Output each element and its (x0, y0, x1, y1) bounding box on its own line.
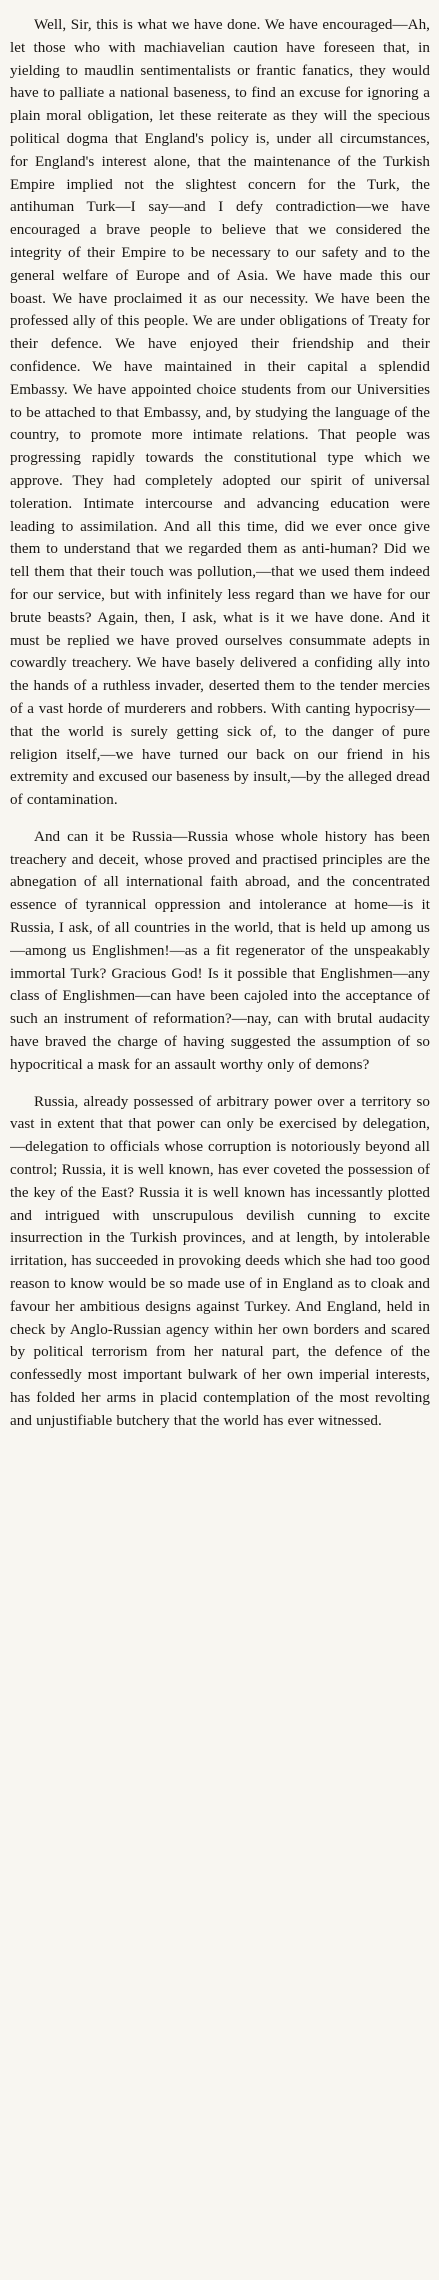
article-column (10, 14, 430, 1447)
article-paragraph-1: Well, Sir, this is what we have done. We have encouraged—Ah, let those who with machiavelian caution have foreseen that, in yielding to maudlin sentimentalists or frantic fanatics, they would have to palliate a national baseness, to find an excuse for ignoring a plain moral obligation, let these reiterate as they will the specious political dogma that England's policy is, under all circumstances, for England's interest alone, that the maintenance of the Turkish Empire implied not the slightest concern for the Turk, the antihuman Turk—I say—and I defy contradiction—we have encouraged a brave people to believe that we considered the integrity of their Empire to be necessary to our safety and to the general welfare of Europe and of Asia. We have made this our boast. We have proclaimed it as our necessity. We have been the professed ally of this people. We are under obligations of Treaty for their defence. We have enjoyed their friendship and their confidence. We have maintained in their capital a splendid Embassy. We have appointed choice students from our Universities to be attached to that Embassy, and, by studying the language of the country, to promote more intimate relations. That people was progressing rapidly towards the constitutional type which we approve. They had completely adopted our spirit of universal toleration. Intimate intercourse and advancing education were leading to assimilation. And all this time, did we ever once give them to understand that we regarded them as anti-human? Did we tell them that their touch was pollution,—that we used them indeed for our service, but with infinitely less regard than we have for our brute beasts? Again, then, I ask, what is it we have done. And it must be replied we have proved ourselves consummate adepts in cowardly treachery. We have basely delivered a confiding ally into the hands of a ruthless invader, deserted them to the tender mercies of a vast horde of murderers and robbers. With canting hypocrisy—that the world is surely getting sick of, to the danger of pure religion itself,—we have turned our back on our friend in his extremity and excused our baseness by insult,—by the alleged dread of contamination. (10, 17, 430, 809)
article-paragraph-3: Russia, already possessed of arbitrary power over a territory so vast in extent that that power can only be exercised by delegation,—delegation to officials whose corruption is notoriously beyond all control; Russia, it is well known, has ever coveted the possession of the key of the East? Russia it is well known has incessantly plotted and intrigued with unscrupulous devilish cunning to excite insurrection in the Turkish provinces, and at length, by intolerable irritation, has succeeded in provoking deeds which she had too good reason to know would be so made use of in England as to cloak and favour her ambitious designs against Turkey. And England, held in check by Anglo-Russian agency within her own borders and scared by political terrorism from her natural part, the defence of the confessedly most important bulwark of her own imperial interests, has folded her arms in placid contemplation of the most revolting and unjustifiable butchery that the world has ever witnessed. (10, 1093, 430, 1429)
article-paragraph-2: And can it be Russia—Russia whose whole history has been treachery and deceit, whose proved and practised principles are the abnegation of all international faith abroad, and the concentrated essence of tyrannical oppression and intolerance at home—is it Russia, I ask, of all countries in the world, that is held up among us—among us Englishmen!—as a fit regenerator of the unspeakably immortal Turk? Gracious God! Is it possible that Englishmen—any class of Englishmen—can have been cajoled into the acceptance of such an instrument of reformation?—nay, can with brutal audacity have braved the charge of having suggested the assumption of so hypocritical a mask for an assault worthy only of demons? (10, 828, 430, 1073)
